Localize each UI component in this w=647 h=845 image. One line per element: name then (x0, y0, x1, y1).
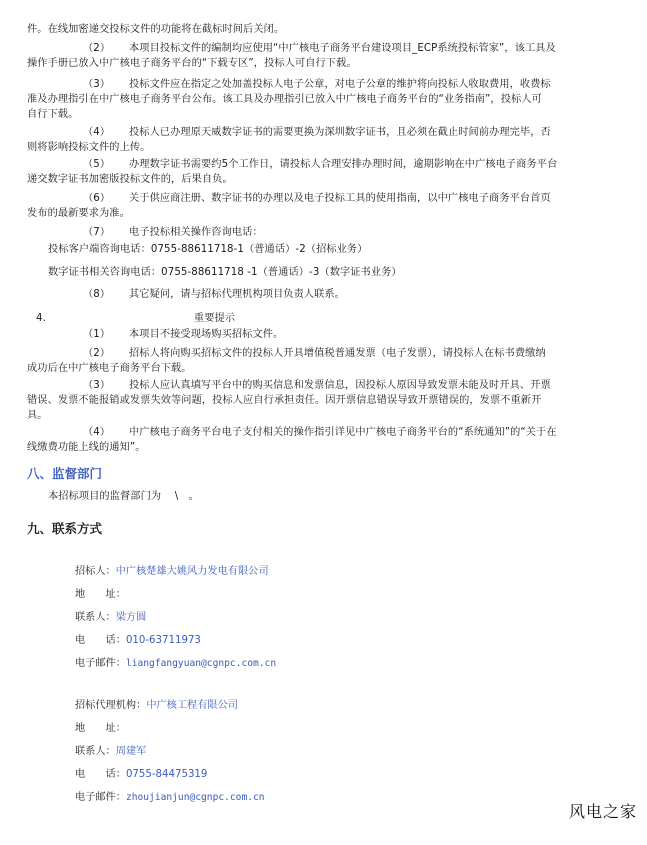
field-label: 联系人： (75, 746, 116, 757)
paragraph-line: 投标人已办理原天威数字证书的需要更换为深圳数字证书，且必须在截止时间前办理完毕，否 (129, 127, 551, 138)
paragraph-line: 件。在线加密递交投标文件的功能将在截标时间后关闭。 (27, 24, 285, 35)
paragraph-line: 具。 (27, 410, 48, 421)
item-number: （6） (83, 193, 111, 204)
field-label: 招标人： (75, 566, 116, 577)
tenderer-name: 中广核楚雄大姚风力发电有限公司 (115, 566, 269, 577)
notice-item-4 (27, 425, 627, 440)
section-8-heading: 八、监督部门 (27, 466, 103, 481)
item-number: （2） (83, 43, 111, 54)
agency-phone: 0755-84475319 (125, 769, 208, 780)
section-number: 4. (36, 313, 46, 324)
section-4-heading (36, 311, 636, 326)
item-number: （3） (83, 380, 111, 391)
tenderer-email-row (75, 657, 276, 671)
agency-contact: 周建军 (115, 746, 147, 757)
paragraph-line: 中广核电子商务平台电子支付相关的操作指引详见中广核电子商务平台的“系统通知”的“关于在 (129, 427, 557, 438)
paragraph-line: 办理数字证书需要约5个工作日，请投标人合理安排办理时间，逾期影响在中广核电子商务平台 (129, 159, 558, 170)
agency-contact-row (75, 745, 146, 759)
item-number: （4） (83, 427, 111, 438)
field-label: 电 话： (75, 769, 126, 780)
field-label: 电子邮件： (75, 658, 126, 669)
paragraph-line: 发布的最新要求为准。 (27, 208, 130, 219)
notice-item-1 (27, 327, 627, 342)
field-label: 联系人： (75, 612, 116, 623)
field-label: 地 址： (75, 589, 126, 600)
field-label: 电 话： (75, 635, 126, 646)
item-number: （3） (83, 79, 111, 90)
section-9-heading: 九、联系方式 (27, 521, 103, 536)
item-number: （5） (83, 159, 111, 170)
paragraph-line: 递交数字证书加密版投标文件的，后果自负。 (27, 174, 233, 185)
paragraph-item-3 (27, 77, 627, 92)
paragraph-line: 投标文件应在指定之处加盖投标人电子公章，对电子公章的维护将向投标人收取费用，收费标 (129, 79, 551, 90)
agency-name-row (75, 699, 238, 713)
paragraph-line: 准及办理指引在中广核电子商务平台公布。该工具及办理指引已放入中广核电子商务平台的“业务指南”，投标人可 (27, 94, 542, 105)
paragraph-line: 投标人应认真填写平台中的购买信息和发票信息，因投标人原因导致发票未能及时开具、开票 (129, 380, 551, 391)
field-label: 招标代理机构： (75, 700, 147, 711)
phone-line-client: 投标客户端咨询电话：0755-88611718-1（普通话）-2（招标业务） (48, 244, 368, 255)
paragraph-item-6 (27, 191, 627, 206)
paragraph-line: 关于供应商注册、数字证书的办理以及电子投标工具的使用指南，以中广核电子商务平台首页 (129, 193, 551, 204)
field-label: 电子邮件： (75, 792, 126, 803)
item-number: （8） (83, 289, 111, 300)
notice-item-3 (27, 378, 627, 393)
tenderer-email-link[interactable]: liangfangyuan@cgnpc.com.cn (125, 658, 277, 669)
paragraph-item-4 (27, 125, 627, 140)
tenderer-phone: 010-63711973 (125, 635, 201, 646)
item-number: （2） (83, 348, 111, 359)
paragraph-line: 本项目不接受现场购买招标文件。 (129, 329, 284, 340)
paragraph-line: 操作手册已放入中广核电子商务平台的“下载专区”，投标人可自行下载。 (27, 58, 357, 69)
item-number: （4） (83, 127, 111, 138)
paragraph-line: 其它疑问，请与招标代理机构项目负责人联系。 (129, 289, 346, 300)
agency-email-row (75, 791, 265, 805)
tenderer-address-row (75, 588, 126, 602)
agency-name: 中广核工程有限公司 (146, 700, 238, 711)
paragraph-line: 则将影响投标文件的上传。 (27, 142, 151, 153)
tenderer-name-row (75, 565, 269, 579)
notice-item-2 (27, 346, 627, 361)
tenderer-phone-row (75, 634, 201, 648)
phone-line-certificate: 数字证书相关咨询电话：0755-88611718 -1（普通话）-3（数字证书业务） (48, 267, 402, 278)
tenderer-contact: 梁方圆 (115, 612, 147, 623)
paragraph-line: 本项目投标文件的编制均应使用“中广核电子商务平台建设项目_ECP系统投标管家”，该工具及 (129, 43, 556, 54)
paragraph-line: 自行下载。 (27, 109, 79, 120)
paragraph-line: 招标人将向购买招标文件的投标人开具增值税普通发票（电子发票），请投标人在标书费缴纳 (129, 348, 546, 359)
agency-phone-row (75, 768, 207, 782)
agency-email-link[interactable]: zhoujianjun@cgnpc.com.cn (125, 792, 265, 803)
tenderer-contact-row (75, 611, 146, 625)
paragraph-line: 线缴费功能上线的通知”。 (27, 442, 146, 453)
item-number: （7） (83, 227, 111, 238)
section-title: 重要提示 (193, 313, 236, 324)
supervisor-text: 本招标项目的监督部门为 \ 。 (48, 491, 199, 502)
agency-address-row (75, 722, 126, 736)
paragraph-line: 错误、发票不能报销或发票失效等问题，投标人应自行承担责任。因开票信息错误导致开票错误的，发票不重新开 (27, 395, 542, 406)
item-number: （1） (83, 329, 111, 340)
field-label: 地 址： (75, 723, 126, 734)
paragraph-item-2 (27, 41, 627, 56)
paragraph-item-8 (27, 287, 627, 302)
paragraph-item-7 (27, 225, 627, 240)
paragraph-line: 电子投标相关操作咨询电话： (129, 227, 263, 238)
watermark-logo: 风电之家 (568, 802, 637, 821)
paragraph-line: 成功后在中广核电子商务平台下载。 (27, 363, 192, 374)
paragraph-item-5 (27, 157, 627, 172)
